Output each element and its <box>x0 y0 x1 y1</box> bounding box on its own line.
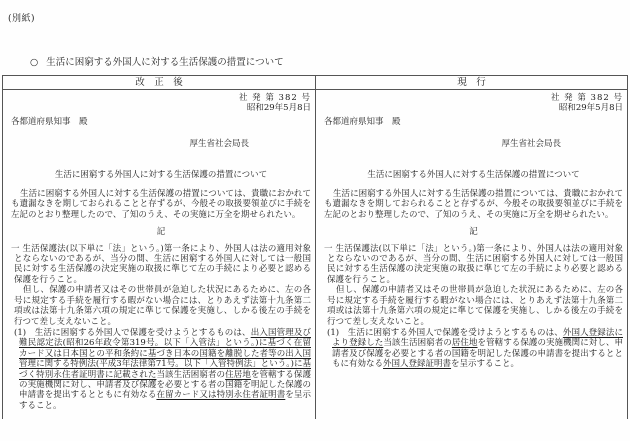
current-addressee: 各都道府県知事 殿 <box>324 116 401 127</box>
current-sender: 厚生省社会局長 <box>501 139 561 150</box>
current-column-header: 現 行 <box>316 76 627 90</box>
current-doc-number: 社 発 第 382 号 <box>550 93 623 103</box>
revised-column-body <box>3 90 315 419</box>
text-run: (1) 生活に困窮する外国人で保護を受けようとするものは、 <box>14 327 251 338</box>
current-record-label: 記 <box>469 227 478 238</box>
underlined-text-run: 住居地 <box>225 369 251 380</box>
revised-item-one: 一 生活保護法(以下単に「法」という。)第一条により、外国人は法の適用対象とならないのであるが、当分の間、生活に困窮する外国人に対しては一般国民に対する生活保護の決定実施の取扱に準じて左の手続により必要と認める保護を行うこと。 <box>11 243 311 285</box>
text-run: (1) 生活に困窮する外国人で保護を受けようとするものは、 <box>327 327 563 338</box>
revised-item-one-note: 但し、保護の申請者又はその世帯員が急迫した状況にあるために、左の各号に規定する手続を履行する暇がない場合には、とりあえず法第十九条第二項或は法第十九条第六項の規定に準じて保護を実施し、しかる後左の手続を行つて差し支えないこと。 <box>14 285 311 327</box>
text-run: を呈示すること。 <box>451 359 520 370</box>
revised-sub-item-1 <box>14 327 311 411</box>
subject-heading <box>30 54 284 68</box>
current-intro-paragraph: 生活に困窮する外国人に対する生活保護の措置については、貴職におかれても遺漏なきを期しておられることと存ずるが、今般その取扱要領並びに手続を左記のとおり整理したので、了知のうえ、その実施に万全を期せられたい。 <box>324 189 623 220</box>
text-run: 当該生活困窮者の <box>383 338 452 349</box>
revised-intro-paragraph: 生活に困窮する外国人に対する生活保護の措置については、貴職におかれても遺漏なきを期しておられることと存ずるが、今般その取扱要領並びに手続を左記のとおり整理したので、了知のうえ、その実施に万全を期せられたい。 <box>11 189 311 220</box>
text-run: を管轄する保護の実施機関に対し、申請者及び保護を必要とする者の国籍を明記した保護の申請書を提出するとともに有効なる <box>332 338 623 370</box>
current-sub-item-1 <box>327 327 623 370</box>
circle-list-marker: ○ <box>30 57 39 68</box>
underlined-text-run: 出入国管理及び難民認定法(昭和26年政令第319号。以下「入管法」という。)に基づく在留カード又は日本国との平和条約に基づき日本の国籍を離脱した者等の出入国管理に関する特例法(平成3年法律第71号。以下「入管特例法」という。)に基づく特別永住者証明書に記載された <box>19 327 311 380</box>
revised-sender: 厚生省社会局長 <box>189 139 249 150</box>
revision-comparison-table <box>2 75 628 419</box>
text-run: を管轄する保護の実施機関に対し、申請者及び保護を必要とする者の国籍を明記した保護の申請書を提出するとともに有効なる <box>19 369 311 401</box>
underlined-text-run: 在留カード又は特別永住者証明書 <box>156 390 286 401</box>
subject-heading-text: 生活に困窮する外国人に対する生活保護の措置について <box>46 57 284 68</box>
current-doc-title: 生活に困窮する外国人に対する生活保護の措置について <box>367 169 580 180</box>
current-item-one-note: 但し、保護の申請者又はその世帯員が急迫した状況にあるために、左の各号に規定する手続を履行する暇がない場合には、とりあえず法第十九条第二項或は法第十九条第六項の規定に準じて保護を実施し、しかる後左の手続を行つて差し支えないこと。 <box>327 285 623 327</box>
revised-doc-title: 生活に困窮する外国人に対する生活保護の措置について <box>54 169 268 180</box>
underlined-text-run: 外国人登録法により登録した <box>332 327 623 349</box>
revised-addressee: 各都道府県知事 殿 <box>11 116 88 127</box>
current-column-body <box>316 90 627 419</box>
revised-column-header: 改 正 後 <box>3 76 315 90</box>
revised-doc-number: 社 発 第 382 号 <box>238 93 311 103</box>
underlined-text-run: 外国人登録証明書 <box>383 359 452 370</box>
revised-doc-date: 昭和29年5月8日 <box>246 103 311 114</box>
underlined-text-run: 居住地 <box>451 338 478 349</box>
revised-column <box>3 76 315 419</box>
current-doc-date: 昭和29年5月8日 <box>558 103 623 114</box>
text-run: 当該生活困窮者の <box>156 369 226 380</box>
revised-record-label: 記 <box>156 227 166 238</box>
current-column <box>315 76 627 419</box>
text-run: を呈示すること。 <box>19 390 311 411</box>
current-item-one: 一 生活保護法(以下単に「法」という。)第一条により、外国人は法の適用対象とならないのであるが、当分の間、生活に困窮する外国人に対しては一般国民に対する生活保護の決定実施の取扱に準じて左の手続により必要と認める保護を行うこと。 <box>324 243 623 285</box>
margin-note: (別紙) <box>8 14 36 24</box>
